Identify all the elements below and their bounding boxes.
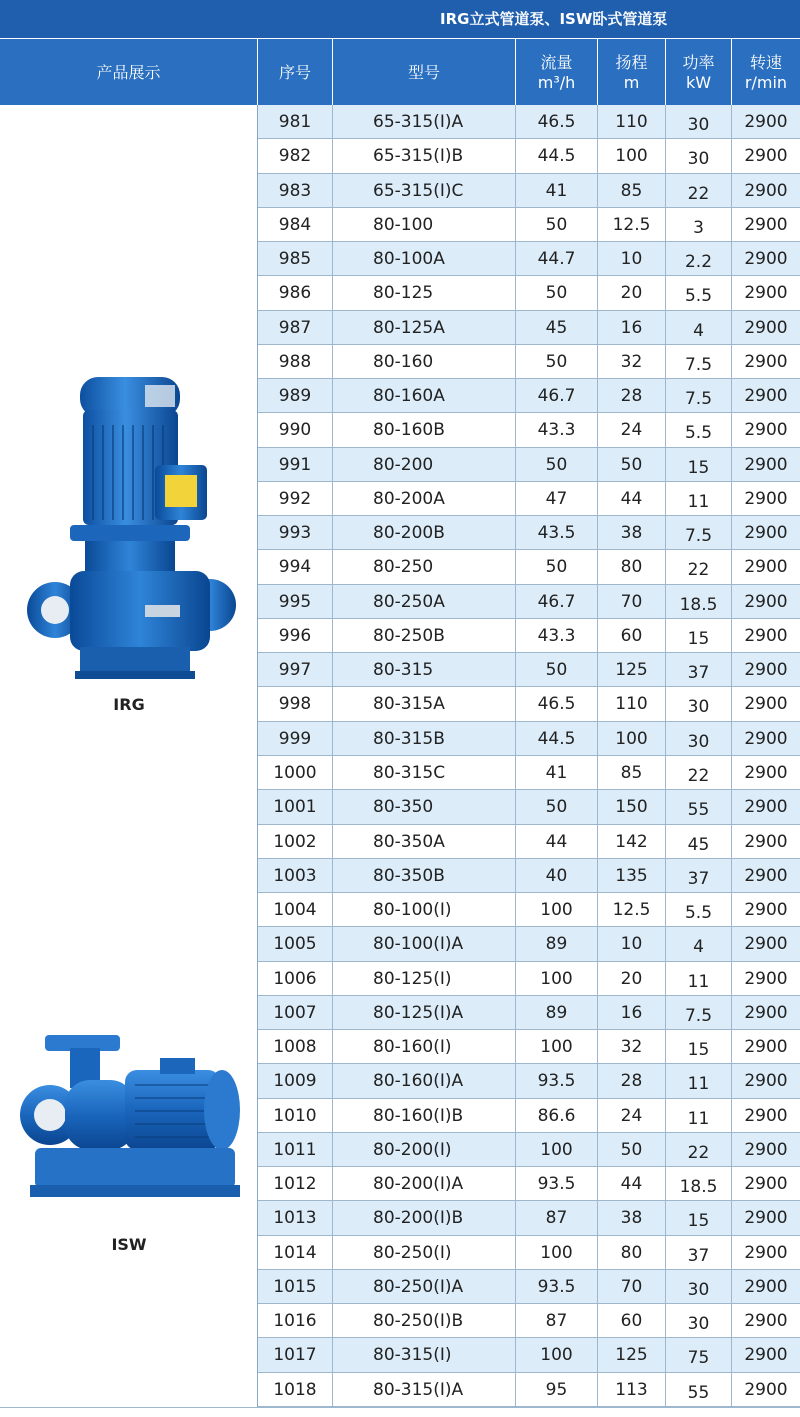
horizontal-pipeline-pump-icon — [20, 1030, 245, 1210]
table-row — [258, 379, 800, 413]
cell-head: 24 — [598, 413, 666, 447]
cell-power: 18.5 — [666, 1167, 732, 1201]
cell-flow: 44.5 — [516, 139, 598, 173]
cell-head: 113 — [598, 1373, 666, 1407]
cell-no: 992 — [258, 482, 333, 516]
cell-power: 30 — [666, 1270, 732, 1304]
cell-model: 80-160(I)B — [333, 1099, 516, 1133]
cell-flow: 46.7 — [516, 379, 598, 413]
cell-model: 65-315(I)B — [333, 139, 516, 173]
cell-model: 80-350 — [333, 790, 516, 824]
cell-head: 100 — [598, 722, 666, 756]
table-title: IRG立式管道泵、ISW卧式管道泵 — [440, 10, 668, 28]
cell-flow: 46.5 — [516, 105, 598, 139]
cell-speed: 2900 — [744, 763, 788, 783]
cell-power: 7.5 — [666, 379, 732, 413]
cell-speed: 2900 — [744, 454, 788, 475]
cell-head: 50 — [598, 1133, 666, 1167]
cell-power: 5.5 — [666, 893, 732, 927]
cell-model: 80-125A — [333, 311, 516, 345]
cell-speed: 2900 — [744, 386, 788, 407]
cell-head: 150 — [598, 790, 666, 824]
cell-head: 110 — [598, 687, 666, 721]
cell-model: 80-160(I)A — [333, 1064, 516, 1098]
cell-no: 983 — [258, 174, 333, 208]
cell-power: 11 — [666, 1099, 732, 1133]
table-row — [258, 893, 800, 927]
cell-model: 80-315 — [333, 653, 516, 687]
cell-model: 80-250 — [333, 550, 516, 584]
cell-power: 5.5 — [666, 276, 732, 310]
cell-flow: 43.3 — [516, 413, 598, 447]
cell-no: 988 — [258, 345, 333, 379]
cell-flow: 43.5 — [516, 516, 598, 550]
cell-speed: 2900 — [744, 1002, 788, 1023]
table-bottom-border — [0, 1407, 800, 1408]
cell-no: 1002 — [258, 825, 333, 859]
cell-speed: 2900 — [744, 1345, 788, 1366]
cell-head: 70 — [598, 585, 666, 619]
cell-flow: 50 — [516, 653, 598, 687]
table-row — [258, 1099, 800, 1133]
cell-model: 80-200(I)B — [333, 1201, 516, 1235]
cell-head: 20 — [598, 276, 666, 310]
table-row — [258, 1167, 800, 1201]
cell-speed: 2900 — [744, 351, 788, 372]
cell-flow: 44.5 — [516, 722, 598, 756]
cell-head: 32 — [598, 345, 666, 379]
cell-power: 30 — [666, 687, 732, 721]
cell-speed: 2900 — [744, 523, 788, 544]
header-model-label: 型号 — [407, 62, 440, 82]
table-row — [258, 174, 800, 208]
cell-speed: 2900 — [744, 249, 788, 270]
cell-flow: 95 — [516, 1373, 598, 1407]
table-row — [258, 1270, 800, 1304]
cell-power: 4 — [666, 927, 732, 961]
cell-power: 30 — [666, 139, 732, 173]
cell-flow: 47 — [516, 482, 598, 516]
cell-speed: 2900 — [744, 214, 788, 235]
cell-model: 80-250(I) — [333, 1236, 516, 1270]
cell-power: 4 — [666, 311, 732, 345]
cell-no: 985 — [258, 242, 333, 276]
cell-flow: 50 — [516, 790, 598, 824]
cell-speed: 2900 — [744, 900, 788, 921]
cell-speed: 2900 — [744, 968, 788, 989]
cell-no: 1016 — [258, 1304, 333, 1338]
cell-speed: 2900 — [744, 1208, 788, 1229]
cell-no: 1013 — [258, 1201, 333, 1235]
cell-model: 80-160 — [333, 345, 516, 379]
cell-power: 75 — [666, 1338, 732, 1372]
cell-flow: 50 — [516, 276, 598, 310]
cell-power: 55 — [666, 1373, 732, 1407]
cell-no: 995 — [258, 585, 333, 619]
cell-no: 1007 — [258, 996, 333, 1030]
cell-speed: 2900 — [744, 1174, 788, 1195]
cell-power: 15 — [666, 619, 732, 653]
cell-flow: 50 — [516, 550, 598, 584]
cell-speed: 2900 — [744, 557, 788, 578]
cell-flow: 100 — [516, 1236, 598, 1270]
table-row — [258, 208, 800, 242]
cell-model: 80-100 — [333, 208, 516, 242]
cell-head: 28 — [598, 1064, 666, 1098]
table-row — [258, 1236, 800, 1270]
cell-model: 80-315B — [333, 722, 516, 756]
cell-head: 32 — [598, 1030, 666, 1064]
header-head — [598, 39, 666, 106]
cell-flow: 100 — [516, 1338, 598, 1372]
header-product-label: 产品展示 — [96, 62, 161, 82]
cell-no: 984 — [258, 208, 333, 242]
cell-no: 991 — [258, 448, 333, 482]
cell-flow: 93.5 — [516, 1167, 598, 1201]
cell-power: 22 — [666, 1133, 732, 1167]
table-row — [258, 1201, 800, 1235]
cell-no: 998 — [258, 687, 333, 721]
cell-no: 996 — [258, 619, 333, 653]
cell-speed: 2900 — [744, 694, 788, 715]
cell-no: 997 — [258, 653, 333, 687]
cell-flow: 44.7 — [516, 242, 598, 276]
cell-head: 60 — [598, 619, 666, 653]
cell-model: 80-315(I) — [333, 1338, 516, 1372]
cell-head: 38 — [598, 516, 666, 550]
cell-power: 30 — [666, 722, 732, 756]
cell-flow: 89 — [516, 927, 598, 961]
cell-no: 1003 — [258, 859, 333, 893]
cell-flow: 43.3 — [516, 619, 598, 653]
cell-head: 60 — [598, 1304, 666, 1338]
cell-power: 3 — [666, 208, 732, 242]
title-bar — [0, 0, 800, 38]
cell-model: 80-315C — [333, 756, 516, 790]
cell-power: 15 — [666, 1030, 732, 1064]
cell-speed: 2900 — [744, 180, 788, 201]
cell-flow: 50 — [516, 345, 598, 379]
table-row — [258, 1133, 800, 1167]
cell-model: 80-125 — [333, 276, 516, 310]
header-flow-unit: m³/h — [537, 72, 576, 92]
cell-no: 1015 — [258, 1270, 333, 1304]
cell-power: 15 — [666, 448, 732, 482]
cell-power: 30 — [666, 105, 732, 139]
cell-speed: 2900 — [744, 728, 788, 749]
cell-flow: 40 — [516, 859, 598, 893]
cell-no: 986 — [258, 276, 333, 310]
cell-no: 993 — [258, 516, 333, 550]
cell-model: 65-315(I)A — [333, 105, 516, 139]
table-row — [258, 105, 800, 139]
cell-power: 7.5 — [666, 345, 732, 379]
vertical-pipeline-pump-icon — [25, 375, 240, 680]
cell-model: 80-160A — [333, 379, 516, 413]
header-speed-unit: r/min — [744, 72, 788, 92]
cell-model: 80-250B — [333, 619, 516, 653]
cell-head: 85 — [598, 756, 666, 790]
cell-power: 22 — [666, 174, 732, 208]
table-row — [258, 516, 800, 550]
table-row — [258, 585, 800, 619]
cell-power: 55 — [666, 790, 732, 824]
header-head-label: 扬程 — [615, 52, 648, 72]
cell-model: 80-160(I) — [333, 1030, 516, 1064]
cell-flow: 46.5 — [516, 687, 598, 721]
cell-speed: 2900 — [744, 934, 788, 955]
cell-model: 80-350A — [333, 825, 516, 859]
cell-no: 1001 — [258, 790, 333, 824]
table-row — [258, 927, 800, 961]
cell-head: 50 — [598, 448, 666, 482]
table-row — [258, 345, 800, 379]
cell-no: 999 — [258, 722, 333, 756]
table-row — [258, 825, 800, 859]
isw-caption: ISW — [111, 1235, 147, 1254]
cell-model: 80-250(I)B — [333, 1304, 516, 1338]
cell-no: 1010 — [258, 1099, 333, 1133]
cell-model: 80-100A — [333, 242, 516, 276]
cell-speed: 2900 — [744, 1311, 788, 1332]
table-row — [258, 653, 800, 687]
cell-no: 1009 — [258, 1064, 333, 1098]
cell-head: 135 — [598, 859, 666, 893]
header-head-unit: m — [623, 72, 640, 92]
table-row — [258, 687, 800, 721]
cell-no: 990 — [258, 413, 333, 447]
cell-speed: 2900 — [744, 797, 788, 818]
cell-speed: 2900 — [744, 1105, 788, 1126]
cell-no: 994 — [258, 550, 333, 584]
cell-head: 70 — [598, 1270, 666, 1304]
cell-no: 1006 — [258, 962, 333, 996]
cell-head: 38 — [598, 1201, 666, 1235]
table-row — [258, 276, 800, 310]
cell-model: 80-200B — [333, 516, 516, 550]
cell-head: 125 — [598, 1338, 666, 1372]
table-row — [258, 311, 800, 345]
cell-head: 16 — [598, 996, 666, 1030]
cell-head: 12.5 — [598, 893, 666, 927]
table-row — [258, 413, 800, 447]
cell-flow: 100 — [516, 962, 598, 996]
irg-caption: IRG — [113, 695, 145, 714]
header-flow — [516, 39, 598, 106]
cell-no: 1018 — [258, 1373, 333, 1407]
cell-power: 18.5 — [666, 585, 732, 619]
header-power-label: 功率 — [682, 52, 715, 72]
cell-speed: 2900 — [744, 1037, 788, 1058]
cell-model: 80-350B — [333, 859, 516, 893]
cell-speed: 2900 — [744, 317, 788, 338]
cell-model: 80-100(I)A — [333, 927, 516, 961]
cell-power: 11 — [666, 1064, 732, 1098]
cell-power: 11 — [666, 962, 732, 996]
cell-no: 1000 — [258, 756, 333, 790]
header-no — [258, 39, 333, 106]
cell-flow: 86.6 — [516, 1099, 598, 1133]
cell-speed: 2900 — [744, 1276, 788, 1297]
cell-no: 989 — [258, 379, 333, 413]
header-model — [333, 39, 516, 106]
cell-model: 80-250A — [333, 585, 516, 619]
table-row — [258, 1064, 800, 1098]
cell-flow: 41 — [516, 756, 598, 790]
cell-flow: 87 — [516, 1201, 598, 1235]
table-row — [258, 962, 800, 996]
cell-speed: 2900 — [744, 283, 788, 304]
cell-head: 20 — [598, 962, 666, 996]
cell-flow: 50 — [516, 448, 598, 482]
cell-speed: 2900 — [744, 146, 788, 167]
header-speed — [732, 39, 800, 106]
cell-speed: 2900 — [744, 1071, 788, 1092]
cell-flow: 89 — [516, 996, 598, 1030]
cell-power: 45 — [666, 825, 732, 859]
cell-speed: 2900 — [744, 865, 788, 886]
cell-speed: 2900 — [744, 1379, 788, 1400]
cell-head: 142 — [598, 825, 666, 859]
cell-power: 37 — [666, 859, 732, 893]
cell-flow: 44 — [516, 825, 598, 859]
cell-model: 80-200A — [333, 482, 516, 516]
cell-head: 16 — [598, 311, 666, 345]
cell-head: 85 — [598, 174, 666, 208]
cell-head: 44 — [598, 1167, 666, 1201]
cell-flow: 46.7 — [516, 585, 598, 619]
header-product — [0, 39, 258, 106]
cell-power: 30 — [666, 1304, 732, 1338]
cell-power: 37 — [666, 653, 732, 687]
table-row — [258, 1373, 800, 1407]
cell-flow: 93.5 — [516, 1064, 598, 1098]
table-row — [258, 996, 800, 1030]
cell-head: 100 — [598, 139, 666, 173]
cell-model: 80-160B — [333, 413, 516, 447]
cell-no: 1005 — [258, 927, 333, 961]
cell-head: 24 — [598, 1099, 666, 1133]
cell-power: 7.5 — [666, 996, 732, 1030]
cell-speed: 2900 — [744, 1242, 788, 1263]
cell-no: 982 — [258, 139, 333, 173]
table-header — [0, 38, 800, 106]
cell-speed: 2900 — [744, 1139, 788, 1160]
table-row — [258, 756, 800, 790]
cell-flow: 41 — [516, 174, 598, 208]
cell-no: 1004 — [258, 893, 333, 927]
cell-speed: 2900 — [744, 831, 788, 852]
cell-model: 80-315(I)A — [333, 1373, 516, 1407]
cell-power: 7.5 — [666, 516, 732, 550]
header-speed-label: 转速 — [749, 52, 782, 72]
table-row — [258, 790, 800, 824]
cell-model: 80-200(I)A — [333, 1167, 516, 1201]
cell-model: 80-100(I) — [333, 893, 516, 927]
cell-flow: 100 — [516, 1030, 598, 1064]
table-row — [258, 1304, 800, 1338]
cell-no: 981 — [258, 105, 333, 139]
product-display-column — [0, 105, 258, 1407]
cell-model: 80-125(I)A — [333, 996, 516, 1030]
cell-no: 987 — [258, 311, 333, 345]
cell-model: 65-315(I)C — [333, 174, 516, 208]
header-flow-label: 流量 — [540, 52, 573, 72]
cell-model: 80-200 — [333, 448, 516, 482]
cell-speed: 2900 — [744, 488, 788, 509]
cell-speed: 2900 — [744, 591, 788, 612]
table-row — [258, 448, 800, 482]
header-power — [666, 39, 732, 106]
cell-model: 80-125(I) — [333, 962, 516, 996]
cell-head: 80 — [598, 550, 666, 584]
cell-power: 15 — [666, 1201, 732, 1235]
cell-power: 5.5 — [666, 413, 732, 447]
cell-power: 2.2 — [666, 242, 732, 276]
table-row — [258, 242, 800, 276]
table-row — [258, 139, 800, 173]
cell-head: 80 — [598, 1236, 666, 1270]
cell-power: 37 — [666, 1236, 732, 1270]
cell-head: 125 — [598, 653, 666, 687]
table-row — [258, 722, 800, 756]
cell-speed: 2900 — [744, 660, 788, 681]
table-row — [258, 482, 800, 516]
table-row — [258, 619, 800, 653]
cell-model: 80-200(I) — [333, 1133, 516, 1167]
table-row — [258, 1338, 800, 1372]
cell-flow: 100 — [516, 1133, 598, 1167]
cell-head: 110 — [598, 105, 666, 139]
cell-power: 22 — [666, 550, 732, 584]
cell-head: 12.5 — [598, 208, 666, 242]
cell-flow: 100 — [516, 893, 598, 927]
cell-model: 80-315A — [333, 687, 516, 721]
table-row — [258, 1030, 800, 1064]
cell-speed: 2900 — [744, 625, 788, 646]
cell-flow: 45 — [516, 311, 598, 345]
cell-flow: 87 — [516, 1304, 598, 1338]
table-row — [258, 550, 800, 584]
cell-power: 11 — [666, 482, 732, 516]
cell-power: 22 — [666, 756, 732, 790]
cell-head: 10 — [598, 927, 666, 961]
cell-flow: 93.5 — [516, 1270, 598, 1304]
header-power-unit: kW — [685, 72, 712, 92]
cell-head: 44 — [598, 482, 666, 516]
cell-no: 1017 — [258, 1338, 333, 1372]
cell-speed: 2900 — [744, 112, 788, 132]
cell-no: 1011 — [258, 1133, 333, 1167]
cell-head: 28 — [598, 379, 666, 413]
table-row — [258, 859, 800, 893]
header-no-label: 序号 — [278, 62, 311, 82]
cell-speed: 2900 — [744, 420, 788, 441]
cell-model: 80-250(I)A — [333, 1270, 516, 1304]
cell-no: 1008 — [258, 1030, 333, 1064]
cell-no: 1014 — [258, 1236, 333, 1270]
cell-head: 10 — [598, 242, 666, 276]
cell-no: 1012 — [258, 1167, 333, 1201]
cell-flow: 50 — [516, 208, 598, 242]
